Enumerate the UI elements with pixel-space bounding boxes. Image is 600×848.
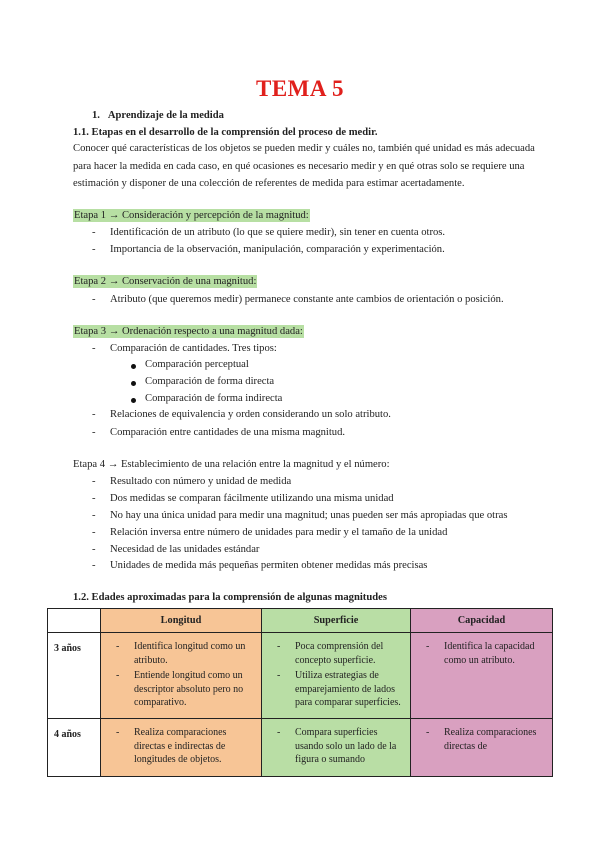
dash-marker: -	[92, 510, 96, 521]
table-header-row	[48, 609, 553, 633]
dash-marker: -	[92, 343, 96, 354]
dash-marker: -	[92, 427, 96, 438]
page-title: TEMA 5	[256, 76, 344, 101]
longitud-cell	[101, 633, 262, 719]
list-item: Importancia de la observación, manipulación, comparación y experimentación.	[110, 244, 445, 255]
list-item: Relaciones de equivalencia y orden considerando un solo atributo.	[110, 409, 391, 420]
cell-item: - Realiza comparaciones directas de	[426, 727, 537, 752]
cell-item: - Identifica longitud como un atributo.	[116, 641, 246, 666]
longitud-cell	[101, 719, 262, 777]
list-item: Comparación entre cantidades de una misma magnitud.	[110, 427, 346, 438]
list-item: Relación inversa entre número de unidades para medir y el tamaño de la unidad	[110, 527, 448, 538]
age-cell: 3 años	[48, 633, 101, 719]
cell-item: - Poca comprensión del concepto superficie.	[277, 641, 384, 666]
stage-1-heading: Etapa 1 → Consideración y percepción de la magnitud:	[74, 210, 309, 221]
col-header-capacidad: Capacidad	[411, 609, 553, 633]
stage-2-heading: Etapa 2 → Conservación de una magnitud:	[74, 276, 257, 287]
capacidad-cell	[411, 719, 553, 777]
cell-item: - Utiliza estrategias de emparejamiento de lados para comparar superficies.	[277, 670, 401, 708]
dash-marker: -	[92, 544, 96, 555]
capacidad-cell	[411, 633, 553, 719]
subsection-heading: 1.1. Etapas en el desarrollo de la comprensión del proceso de medir.	[73, 127, 378, 138]
list-item: Dos medidas se comparan fácilmente utilizando una misma unidad	[110, 493, 394, 504]
table-row	[48, 633, 553, 719]
bullet-icon	[131, 398, 136, 403]
sub-list-item: Comparación de forma directa	[145, 376, 275, 387]
cell-item: - Entiende longitud como un descriptor absoluto pero no comparativo.	[116, 670, 244, 708]
col-header-longitud: Longitud	[101, 609, 262, 633]
sub-list-item: Comparación de forma indirecta	[145, 393, 283, 404]
dash-marker: -	[92, 409, 96, 420]
intro-line: para hacer la medida en cada caso, en qué ocasiones es necesario medir y en qué otras solo se requiere una	[73, 161, 525, 172]
dash-marker: -	[92, 227, 96, 238]
stage-3-heading: Etapa 3 → Ordenación respecto a una magnitud dada:	[74, 326, 303, 337]
dash-marker: -	[92, 527, 96, 538]
list-item: Atributo (que queremos medir) permanece constante ante cambios de orientación o posición.	[110, 294, 504, 305]
ages-table	[47, 608, 553, 777]
bullet-icon	[131, 381, 136, 386]
superficie-cell	[262, 719, 411, 777]
section-heading: 1. Aprendizaje de la medida	[92, 110, 224, 121]
cell-item: - Identifica la capacidad como un atributo.	[426, 641, 535, 666]
intro-line: Conocer qué características de los objetos se pueden medir y cuáles no, también qué unidad es más adecuada	[73, 143, 535, 154]
list-item: Comparación de cantidades. Tres tipos:	[110, 343, 277, 354]
list-item: Resultado con número y unidad de medida	[110, 476, 292, 487]
table-corner	[48, 609, 101, 633]
stage-4-heading: Etapa 4 → Establecimiento de una relación entre la magnitud y el número:	[73, 459, 390, 470]
col-header-superficie: Superficie	[262, 609, 411, 633]
age-cell: 4 años	[48, 719, 101, 777]
list-item: Necesidad de las unidades estándar	[110, 544, 260, 555]
list-item: Identificación de un atributo (lo que se quiere medir), sin tener en cuenta otros.	[110, 227, 446, 238]
sub-list-item: Comparación perceptual	[145, 359, 249, 370]
dash-marker: -	[92, 294, 96, 305]
cell-item: - Realiza comparaciones directas e indirectas de longitudes de objetos.	[116, 727, 227, 765]
bullet-icon	[131, 364, 136, 369]
subsection-heading: 1.2. Edades aproximadas para la comprensión de algunas magnitudes	[73, 592, 387, 603]
cell-item: - Compara superficies usando solo un lado de la figura o sumando	[277, 727, 397, 765]
dash-marker: -	[92, 493, 96, 504]
list-item: Unidades de medida más pequeñas permiten obtener medidas más precisas	[110, 560, 428, 571]
superficie-cell	[262, 633, 411, 719]
intro-line: estimación y disponer de una colección de referentes de medida para estimar acertadamente.	[73, 178, 465, 189]
table-row	[48, 719, 553, 777]
dash-marker: -	[92, 244, 96, 255]
list-item: No hay una única unidad para medir una magnitud; unas pueden ser más apropiadas que otras	[110, 510, 508, 521]
dash-marker: -	[92, 476, 96, 487]
dash-marker: -	[92, 560, 96, 571]
